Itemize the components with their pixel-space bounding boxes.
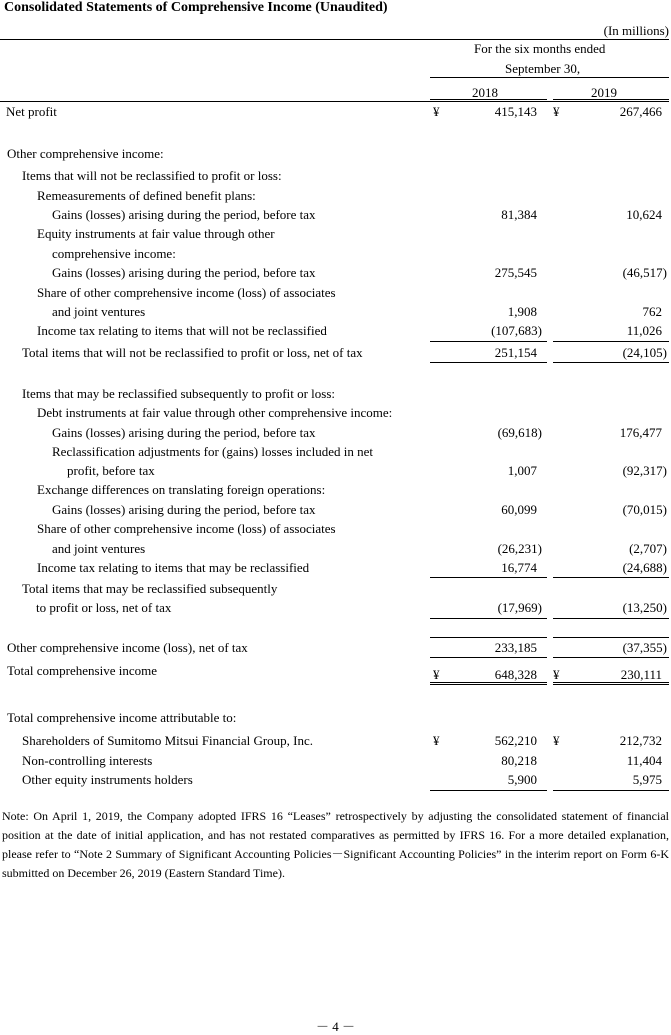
table-row bbox=[0, 245, 671, 263]
year-2018-rule bbox=[430, 99, 547, 100]
grand-total-double-rule bbox=[553, 682, 669, 685]
yen-sign: ¥ bbox=[553, 667, 560, 682]
total-rule bbox=[430, 618, 547, 619]
row-label: and joint ventures bbox=[52, 304, 146, 319]
value-2018: 1,007 bbox=[507, 463, 537, 478]
value-2018: (17,969) bbox=[497, 600, 542, 615]
table-row bbox=[0, 443, 671, 461]
table-row bbox=[0, 599, 671, 617]
year-2018-header: 2018 bbox=[472, 85, 498, 100]
table-row bbox=[0, 303, 671, 321]
table-row bbox=[0, 732, 671, 750]
value-2019: (2,707) bbox=[629, 541, 667, 556]
period-heading-line1: For the six months ended bbox=[474, 41, 606, 56]
table-header-rule bbox=[0, 101, 669, 102]
value-2018: 81,384 bbox=[501, 207, 537, 222]
table-row bbox=[0, 284, 671, 302]
row-label: to profit or loss, net of tax bbox=[36, 600, 172, 615]
grand-total-double-rule bbox=[430, 682, 547, 685]
value-2019: (37,355) bbox=[622, 640, 667, 655]
value-2019: (70,015) bbox=[622, 502, 667, 517]
row-label: and joint ventures bbox=[52, 541, 146, 556]
year-2019-header: 2019 bbox=[591, 85, 617, 100]
subtotal-rule bbox=[553, 790, 669, 791]
table-row bbox=[0, 501, 671, 519]
subtotal-rule bbox=[430, 341, 547, 342]
row-label: profit, before tax bbox=[67, 463, 155, 478]
value-2019: 267,466 bbox=[619, 104, 662, 119]
value-2018: 60,099 bbox=[501, 502, 537, 517]
value-2019: 176,477 bbox=[619, 425, 662, 440]
footnote: Note: On April 1, 2019, the Company adopted IFRS 16 “Leases” retrospectively by adjusting the consolidated statement of financial position at the date of initial application, and has not restated comparatives as permitted by IFRS 16. For a more detailed explanation, please refer to “Note 2 Summary of Significant Accounting Policies－Significant Accounting Policies” in the interim report on Form 6-K submitted on December 26, 2019 (Eastern Standard Time). bbox=[2, 809, 669, 880]
row-label: Other comprehensive income (loss), net of tax bbox=[7, 640, 248, 655]
total-rule bbox=[430, 657, 547, 658]
table-row bbox=[0, 145, 671, 163]
row-label: Total items that may be reclassified subsequently bbox=[22, 581, 278, 596]
value-2018: (107,683) bbox=[491, 323, 542, 338]
subtotal-rule bbox=[553, 577, 669, 578]
row-label: Items that will not be reclassified to profit or loss: bbox=[22, 168, 282, 183]
value-2019: (46,517) bbox=[622, 265, 667, 280]
row-label: Non-controlling interests bbox=[22, 753, 153, 768]
value-2018: 415,143 bbox=[494, 104, 537, 119]
table-row bbox=[0, 580, 671, 598]
row-label: Items that may be reclassified subsequently to profit or loss: bbox=[22, 386, 336, 401]
table-row bbox=[0, 662, 671, 680]
table-row bbox=[0, 167, 671, 185]
row-label: Equity instruments at fair value through other bbox=[37, 226, 275, 241]
row-label: Exchange differences on translating foreign operations: bbox=[37, 482, 326, 497]
value-2019: 762 bbox=[642, 304, 662, 319]
table-row bbox=[0, 187, 671, 205]
units-label: (In millions) bbox=[603, 23, 669, 38]
table-row bbox=[0, 225, 671, 243]
table-row bbox=[0, 752, 671, 770]
table-row bbox=[0, 424, 671, 442]
subtotal-rule bbox=[430, 577, 547, 578]
value-2018: 233,185 bbox=[494, 640, 537, 655]
row-label: Income tax relating to items that may be reclassified bbox=[37, 560, 310, 575]
value-2018: 16,774 bbox=[501, 560, 537, 575]
row-label: Gains (losses) arising during the period, before tax bbox=[52, 265, 316, 280]
total-rule bbox=[553, 657, 669, 658]
table-row bbox=[0, 264, 671, 282]
table-row bbox=[0, 540, 671, 558]
row-label: Other comprehensive income: bbox=[7, 146, 164, 161]
year-2019-rule bbox=[553, 99, 669, 100]
table-row bbox=[0, 559, 671, 577]
total-rule bbox=[553, 362, 669, 363]
page-number: － 4 － bbox=[315, 1019, 355, 1034]
header-rule bbox=[0, 39, 669, 40]
table-row bbox=[0, 206, 671, 224]
yen-sign: ¥ bbox=[433, 667, 440, 682]
yen-sign: ¥ bbox=[553, 104, 560, 119]
table-row bbox=[0, 344, 671, 362]
value-2019: 212,732 bbox=[619, 733, 662, 748]
value-2018: (26,231) bbox=[497, 541, 542, 556]
period-rule bbox=[430, 77, 669, 78]
value-2019: 230,111 bbox=[620, 667, 662, 682]
value-2018: 1,908 bbox=[507, 304, 537, 319]
row-label: Gains (losses) arising during the period, before tax bbox=[52, 207, 316, 222]
value-2018: 648,328 bbox=[494, 667, 537, 682]
row-label: Other equity instruments holders bbox=[22, 772, 193, 787]
row-label: Income tax relating to items that will not be reclassified bbox=[37, 323, 327, 338]
value-2018: (69,618) bbox=[497, 425, 542, 440]
table-row bbox=[0, 103, 671, 121]
value-2019: (24,688) bbox=[622, 560, 667, 575]
value-2019: 11,404 bbox=[626, 753, 662, 768]
table-row bbox=[0, 520, 671, 538]
table-row bbox=[0, 322, 671, 340]
row-label: Shareholders of Sumitomo Mitsui Financial Group, Inc. bbox=[22, 733, 314, 748]
value-2018: 251,154 bbox=[494, 345, 537, 360]
row-label: Debt instruments at fair value through other comprehensive income: bbox=[37, 405, 393, 420]
subtotal-rule bbox=[553, 341, 669, 342]
table-row bbox=[0, 462, 671, 480]
table-row bbox=[0, 639, 671, 657]
value-2019: (13,250) bbox=[622, 600, 667, 615]
table-row bbox=[0, 404, 671, 422]
row-label: Gains (losses) arising during the period, before tax bbox=[52, 502, 316, 517]
subtotal-rule bbox=[430, 790, 547, 791]
value-2018: 5,900 bbox=[507, 772, 537, 787]
row-label: Remeasurements of defined benefit plans: bbox=[37, 188, 256, 203]
yen-sign: ¥ bbox=[433, 733, 440, 748]
value-2018: 562,210 bbox=[494, 733, 537, 748]
value-2019: (92,317) bbox=[622, 463, 667, 478]
row-label: Total comprehensive income attributable to: bbox=[7, 710, 237, 725]
row-label: Share of other comprehensive income (loss) of associates bbox=[37, 285, 336, 300]
yen-sign: ¥ bbox=[433, 104, 440, 119]
row-label: Net profit bbox=[6, 104, 57, 119]
row-label: Gains (losses) arising during the period, before tax bbox=[52, 425, 316, 440]
row-label: comprehensive income: bbox=[52, 246, 176, 261]
value-2019: 11,026 bbox=[626, 323, 662, 338]
value-2019: (24,105) bbox=[622, 345, 667, 360]
statement-title: Consolidated Statements of Comprehensive Income (Unaudited) bbox=[4, 0, 388, 15]
subtotal-rule bbox=[430, 637, 547, 638]
value-2018: 275,545 bbox=[494, 265, 537, 280]
row-label: Total comprehensive income bbox=[7, 663, 157, 678]
row-label: Reclassification adjustments for (gains) losses included in net bbox=[52, 444, 373, 459]
value-2018: 80,218 bbox=[501, 753, 537, 768]
yen-sign: ¥ bbox=[553, 733, 560, 748]
total-rule bbox=[553, 618, 669, 619]
table-row bbox=[0, 771, 671, 789]
table-row bbox=[0, 385, 671, 403]
row-label: Share of other comprehensive income (loss) of associates bbox=[37, 521, 336, 536]
table-row bbox=[0, 709, 671, 727]
total-rule bbox=[430, 362, 547, 363]
row-label: Total items that will not be reclassified to profit or loss, net of tax bbox=[22, 345, 363, 360]
value-2019: 5,975 bbox=[632, 772, 662, 787]
subtotal-rule bbox=[553, 637, 669, 638]
value-2019: 10,624 bbox=[626, 207, 662, 222]
period-heading-line2: September 30, bbox=[505, 61, 581, 76]
table-row bbox=[0, 481, 671, 499]
